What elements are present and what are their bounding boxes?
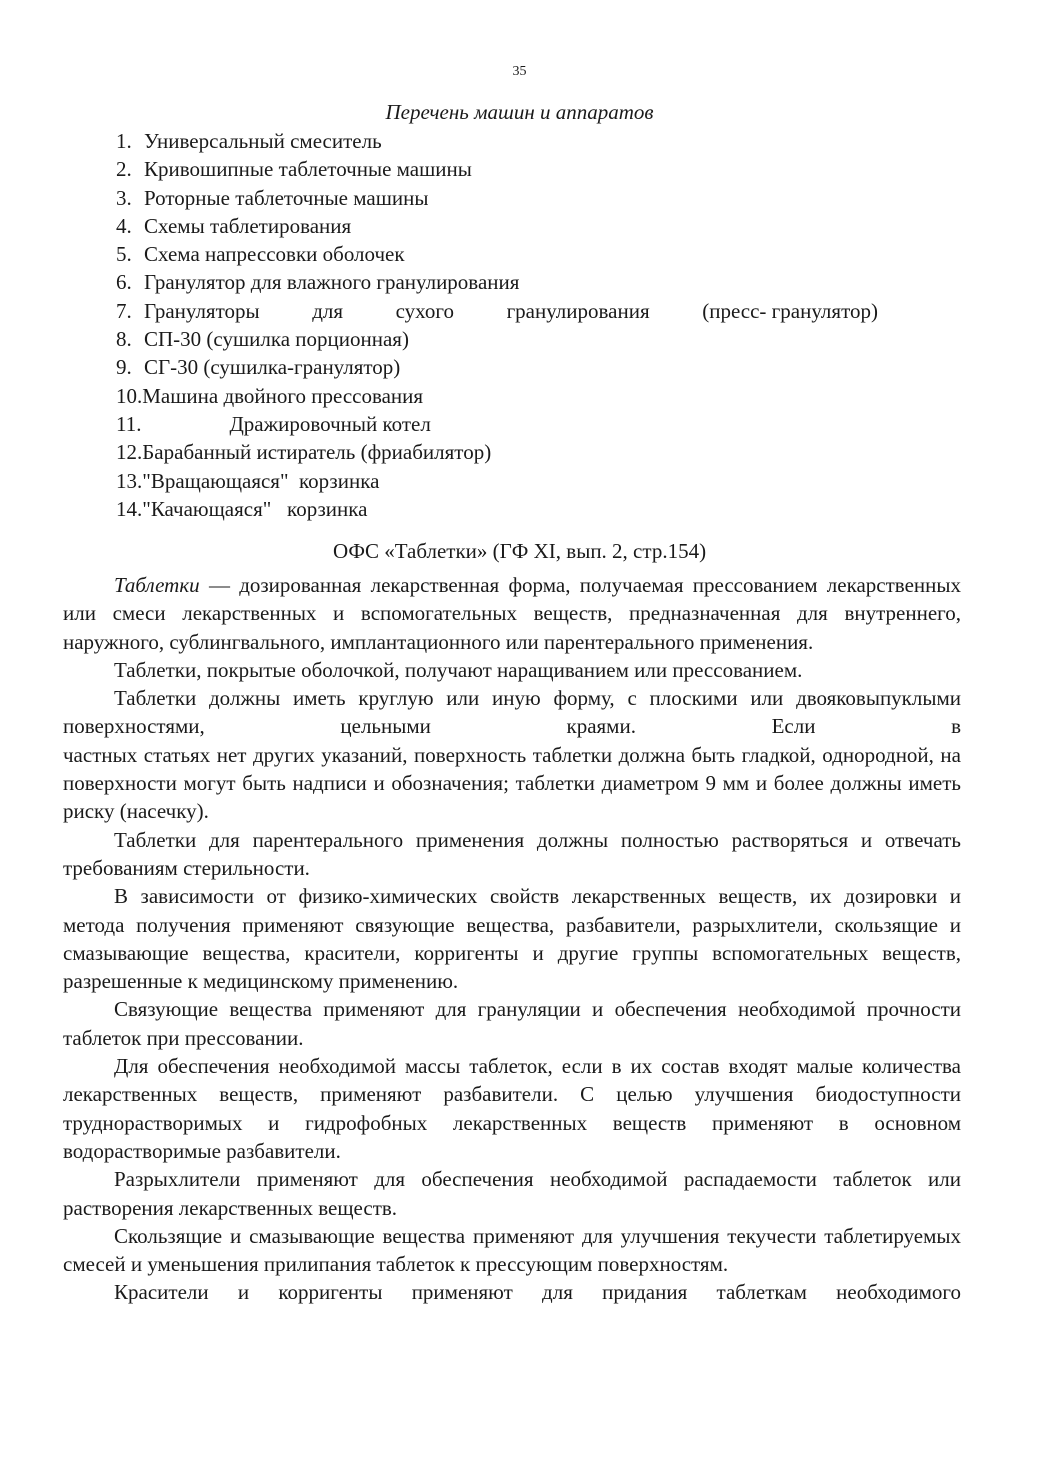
paragraph: Красители и корригенты применяют для придания таблеткам необходимого bbox=[114, 1280, 961, 1305]
paragraph: Таблетки — дозированная лекарственная форма, получаемая прессованием лекарственных или смеси лекарственных и вспомогательных веществ, предназначенная для внутреннего, наружного, сублингвального, имплантационного или парентерального применения. bbox=[63, 573, 961, 654]
paragraph: Таблетки, покрытые оболочкой, получают наращиванием или прессованием. bbox=[114, 657, 803, 682]
term-italic: Таблетки bbox=[114, 573, 200, 597]
list-item: 10.Машина двойного прессования bbox=[116, 383, 424, 408]
list-item: 14."Качающаяся" корзинка bbox=[116, 496, 368, 521]
machine-list bbox=[116, 127, 896, 523]
paragraph: Таблетки для парентерального применения должны полностью растворяться и отвечать требованиям стерильности. bbox=[63, 827, 961, 880]
list-item: 6. Гранулятор для влажного гранулирования bbox=[116, 270, 520, 295]
paragraph: Для обеспечения необходимой массы таблеток, если в их состав входят малые количества лекарственных веществ, применяют разбавители. С целью улучшения биодоступности труднорастворимых и гидрофобных лекарственных веществ применяют в основном водорастворимые разбавители. bbox=[63, 1054, 961, 1163]
paragraph-continuation: частных статьях нет других указаний, поверхность таблетки должна быть гладкой, однородной, на поверхности могут быть надписи и обозначения; таблетки диаметром 9 мм и более должны иметь риску (насечку). bbox=[63, 742, 961, 824]
spread-line: Грануляторы для сухого гранулирования (пресс- гранулятор) bbox=[144, 298, 878, 323]
paragraph: Связующие вещества применяют для грануляции и обеспечения необходимой прочности таблеток при прессовании. bbox=[63, 997, 961, 1050]
list-item: 11. Дражировочный котел bbox=[116, 411, 431, 436]
paragraph: Разрыхлители применяют для обеспечения необходимой распадаемости таблеток или растворения лекарственных веществ. bbox=[63, 1167, 961, 1220]
list-item: 9. СГ-30 (сушилка-гранулятор) bbox=[116, 355, 401, 380]
list-item: 2. Кривошипные таблеточные машины bbox=[116, 157, 472, 182]
paragraph: Таблетки должны иметь круглую или иную форму, с плоскими или двояковыпуклыми поверхностями, цельными краями. Если в bbox=[63, 686, 961, 739]
list-title: Перечень машин и аппаратов bbox=[385, 100, 654, 124]
section-title: ОФС «Таблетки» (ГФ XI, вып. 2, стр.154) bbox=[332, 539, 707, 563]
list-item: 13."Вращающаяся" корзинка bbox=[116, 468, 380, 493]
list-item: 5. Схема напрессовки оболочек bbox=[116, 242, 405, 267]
paragraph: В зависимости от физико-химических свойств лекарственных веществ, их дозировки и метода получения применяют связующие вещества, разбавители, разрыхлители, скользящие и смазывающие вещества, красители, корригенты и другие группы вспомогательных веществ, разрешенные к медицинскому применению. bbox=[63, 884, 961, 994]
list-item: 12.Барабанный истиратель (фриабилятор) bbox=[116, 440, 492, 465]
list-item: 8. СП-30 (сушилка порционная) bbox=[116, 327, 409, 352]
list-item: 4. Схемы таблетирования bbox=[116, 213, 352, 238]
paragraph: Скользящие и смазывающие вещества применяют для улучшения текучести таблетируемых смесей и уменьшения прилипания таблеток к прессующим поверхностям. bbox=[63, 1223, 961, 1277]
list-item: 3. Роторные таблеточные машины bbox=[116, 185, 429, 210]
page-number: 35 bbox=[512, 64, 527, 79]
list-item: 1. Универсальный смеситель bbox=[116, 129, 382, 153]
list-item: 7. Грануляторы для сухого гранулирования (пресс- гранулятор) bbox=[116, 297, 896, 325]
body-text bbox=[63, 571, 961, 1307]
